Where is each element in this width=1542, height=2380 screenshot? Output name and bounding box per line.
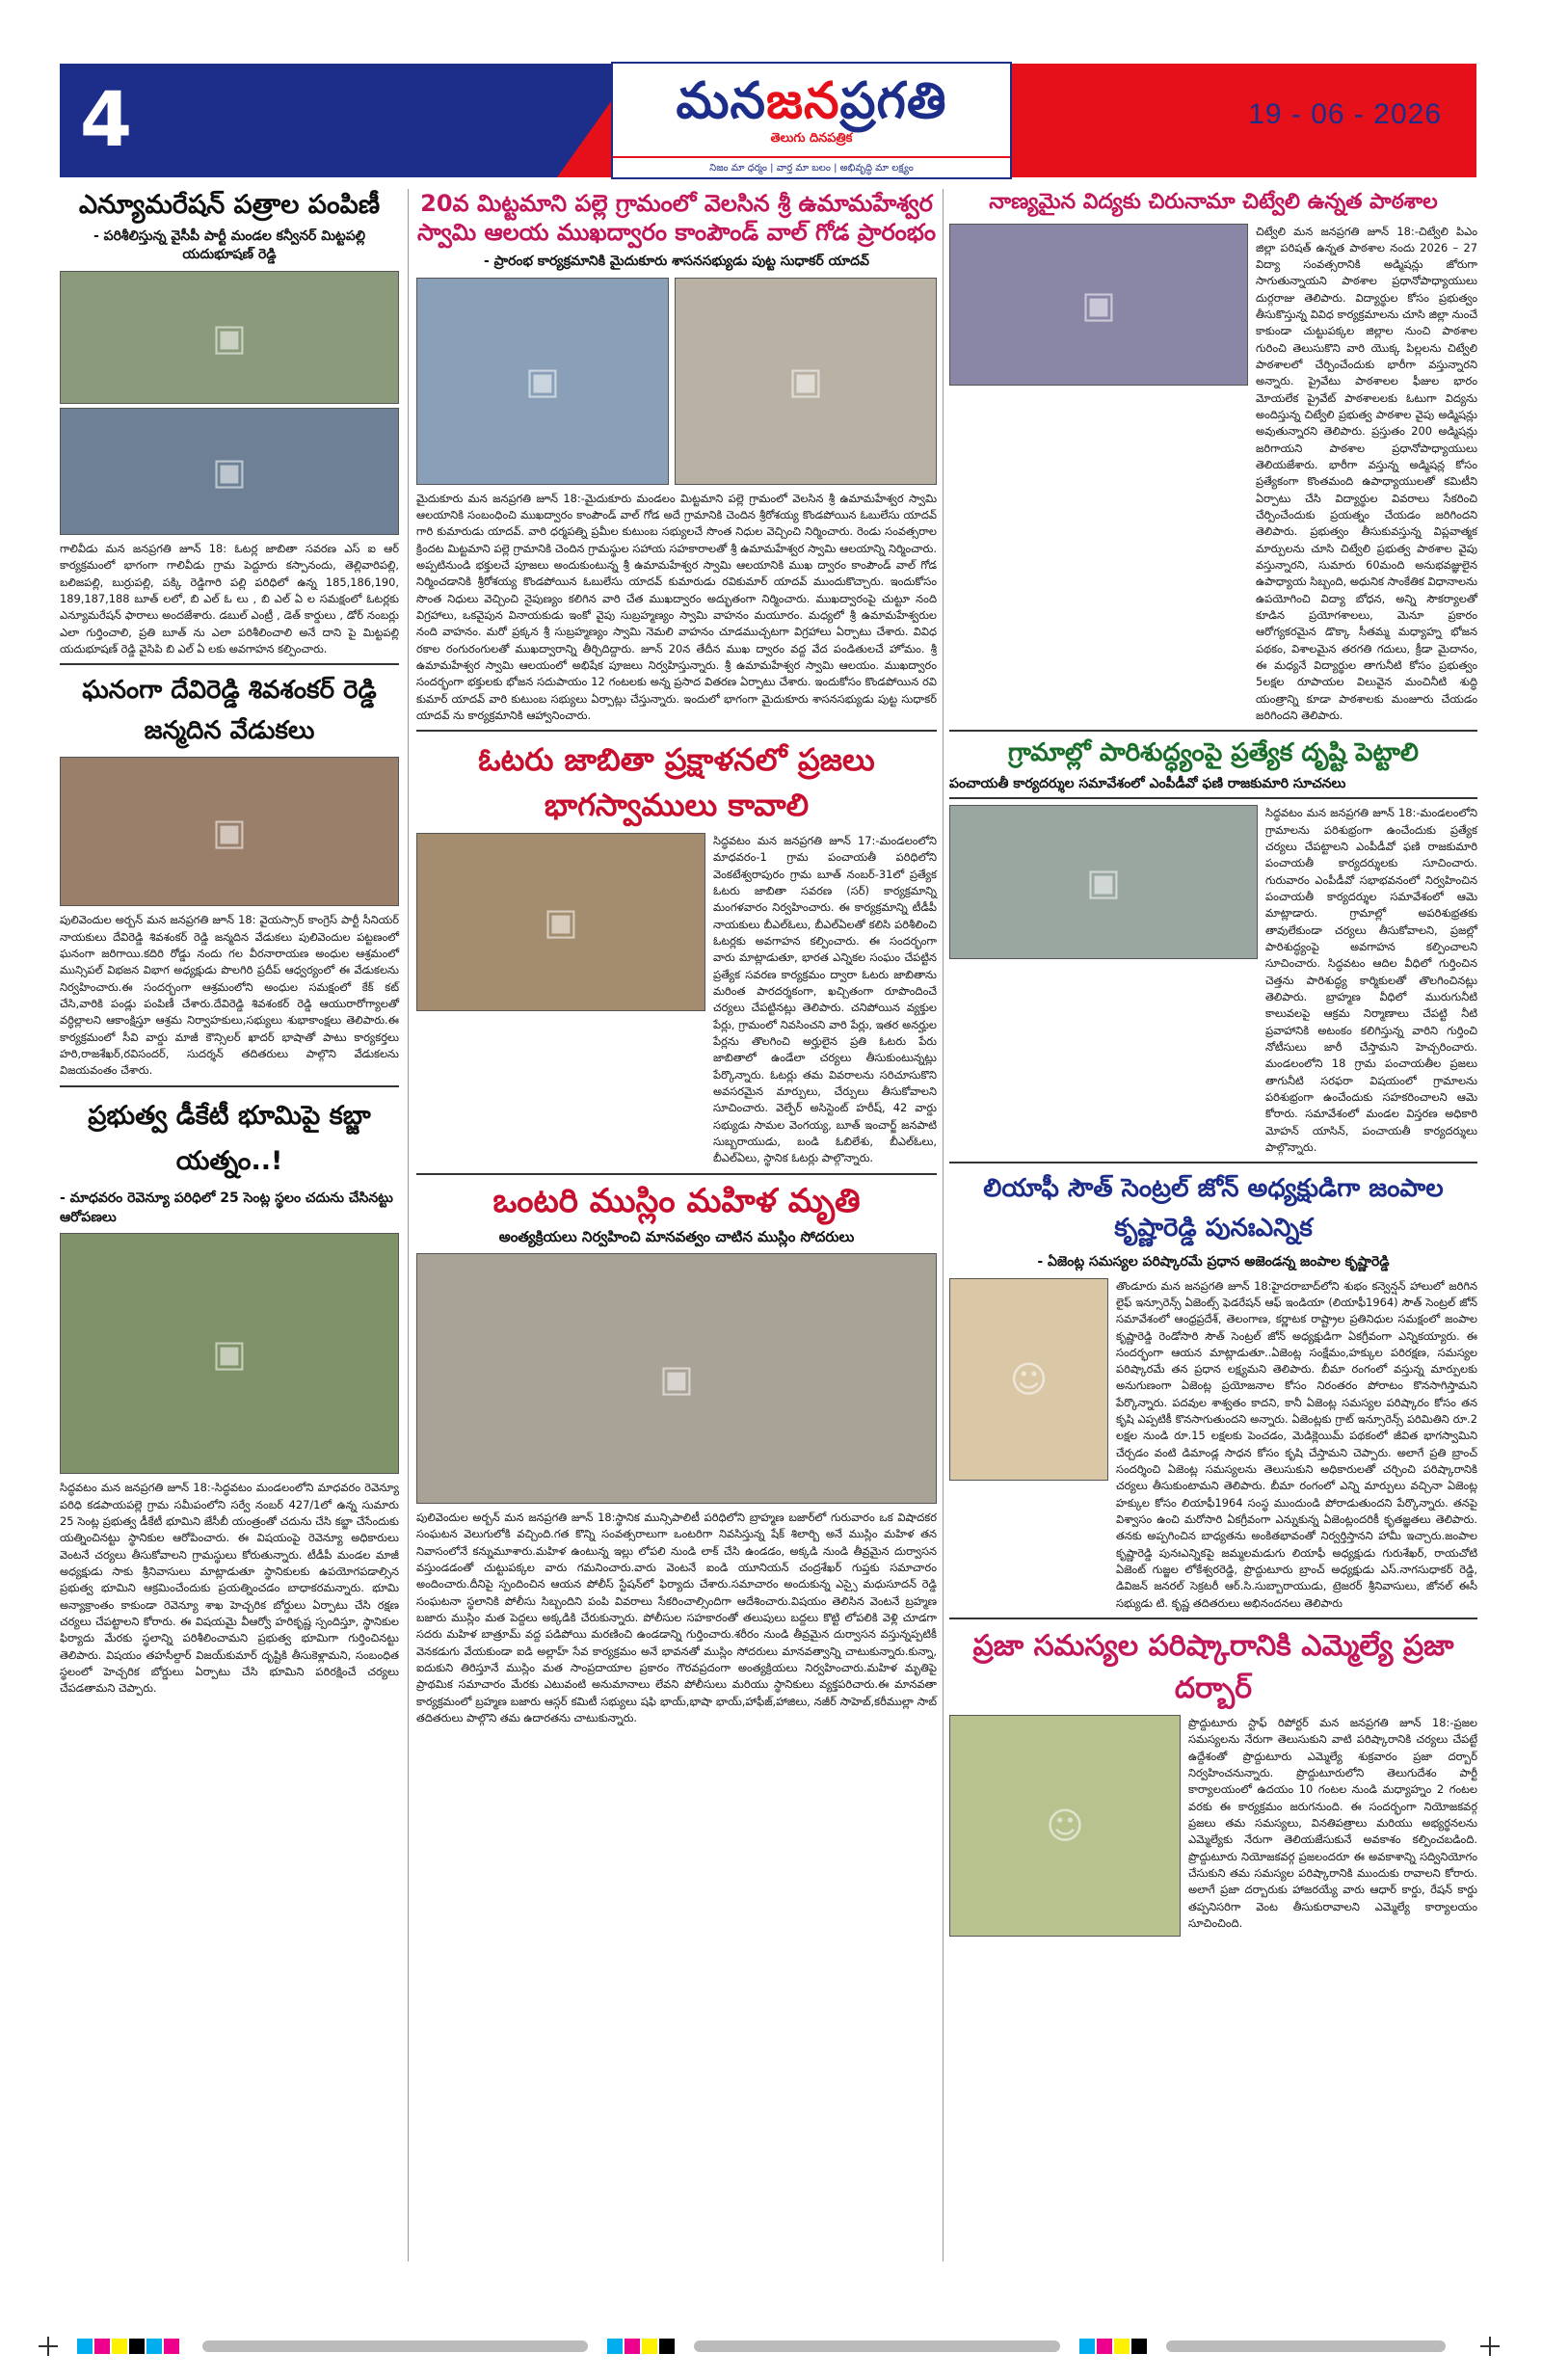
section-rule bbox=[416, 1173, 937, 1175]
logo-part-1: మన bbox=[676, 72, 767, 130]
color-swatches bbox=[77, 2339, 181, 2354]
article-photo[interactable] bbox=[416, 1253, 937, 1504]
article-headline[interactable]: ప్రజా సమస్యల పరిష్కారానికి ఎమ్మెల్యే ప్రజా దర్బార్ bbox=[972, 1629, 1454, 1705]
column-left bbox=[60, 189, 399, 1698]
photo-icon: ▣ bbox=[659, 1357, 694, 1401]
column-middle bbox=[416, 189, 937, 1726]
article-body: సిద్ధవటం మన జనప్రగతి జూన్ 17:-మండలంలోని మాధవరం-1 గ్రామ పంచాయతీ పరిధిలోని వెంకటేశ్వరాపురం గ్రామ బూత్ నంబర్-31లో ప్రత్యేక ఓటరు జాబితా సవరణ (సర్) కార్యక్రమాన్ని మంగళవారం నిర్వహించారు. ఈ కార్యక్రమాన్ని టీడీపీ నాయకులు బీఎల్ఓలు, బీఎల్ఏలతో కలిసి పరిశీలించి ఓటర్లకు అవగాహన కల్పించారు. ఈ సందర్భంగా వారు మాట్లాడుతూ, భారత ఎన్నికల సంఘం చేపట్టిన ప్రత్యేక సవరణ కార్యక్రమం ద్వారా ఓటరు జాబితాను మరింత పారదర్శకంగా, ఖచ్చితంగా రూపొందించే చర్యలు చేపట్టినట్లు తెలిపారు. చనిపోయిన వ్యక్తుల పేర్లు, గ్రామంలో నివసించని వారి పేర్లు, ఇతర అనర్హుల పేర్లను తొలగించి అర్హులైన ప్రతి ఓటరు పేరు జాబితాలో ఉండేలా చర్యలు తీసుకుంటున్నట్లు పేర్కొన్నారు. ఓటర్లు తమ వివరాలను సరిచూసుకొని అవసరమైన మార్పులు, చేర్పులు తీసుకోవాలని సూచించారు. వెల్ఫేర్ అసిస్టెంట్ హరీష్, 42 వార్డు సభ్యుడు సామల వెంగయ్య, బూత్ ఇంచార్జ్ జనపాటి సుబ్బరాయుడు, బండి ఓబిలేశు, బీఎల్ఓలు, బీఎల్ఏలు, స్థానిక ఓటర్లు పాల్గొన్నారు. bbox=[713, 833, 937, 1165]
magenta-swatch bbox=[1097, 2339, 1112, 2354]
issue-date: 19 - 06 - 2026 bbox=[1248, 98, 1442, 130]
article-voter-list bbox=[416, 737, 937, 1166]
article-body: ప్రొద్దుటూరు స్టాఫ్ రిపోర్టర్ మన జనప్రగతి జూన్ 18:-ప్రజల సమస్యలను నేరుగా తెలుసుకుని వాటి పరిష్కారానికి చర్యలు చేపట్టే ఉద్దేశంతో ప్రొద్దుటూరు ఎమ్మెల్యే శుక్రవారం ప్రజా దర్బార్ నిర్వహించనున్నారు. ప్రొద్దుటూరులోని తెలుగుదేశం పార్టీ కార్యాలయంలో ఉదయం 10 గంటల నుండి మధ్యాహ్నం 2 గంటల వరకు ఈ కార్యక్రమం జరుగనుంది. ఈ సందర్భంగా నియోజకవర్గ ప్రజలు తమ సమస్యలు, వినతిపత్రాలు మరియు అభ్యర్థనలను ఎమ్మెల్యేకు నేరుగా తెలియజేసుకునే అవకాశం కల్పించబడింది. ప్రొద్దుటూరు నియోజకవర్గ ప్రజలందరూ ఈ అవకాశాన్ని సద్వినియోగం చేసుకుని తమ సమస్యల పరిష్కారానికి ముందుకు రావాలని కోరారు. అలాగే ప్రజా దర్బారుకు హాజరయ్యే వారు ఆధార్ కార్డు, రేషన్ కార్డు తప్పనిసరిగా వెంట తీసుకురావాలని ఎమ్మెల్యే కార్యాలయం సూచించింది. bbox=[1188, 1716, 1477, 1931]
grey-tone-bar bbox=[202, 2340, 588, 2352]
page-number: 4 bbox=[60, 64, 152, 177]
registration-cross-icon bbox=[39, 2337, 58, 2356]
article-temple-gate bbox=[416, 189, 937, 724]
column-divider bbox=[408, 189, 409, 2261]
logo-tagline: నిజం మా ధర్మం | వార్త మా బలం | అభివృద్ధి మా లక్ష్యం bbox=[613, 156, 1010, 175]
article-subheadline: అంత్యక్రియలు నిర్వహించి మానవత్వం చాటిన ముస్లిం సోదరులు bbox=[498, 1228, 855, 1246]
section-rule bbox=[416, 730, 937, 732]
black-swatch bbox=[1131, 2339, 1147, 2354]
article-body: పులివెందుల అర్బన్ మన జనప్రగతి జూన్ 18: వైయస్సార్ కాంగ్రెస్ పార్టీ సీనియర్ నాయకులు దేవిరెడ్డి శివశంకర్ రెడ్డి జన్మదిన వేడుకలు పులివెందుల పట్టణంలో ఘనంగా జరిగాయి.కదిరి రోడ్డు నందు గల వీరనారాయణ అంధుల ఆశ్రమంలో మున్సిపల్ విభజన విభాగ అధ్యక్షుడు పొలగిరి ప్రదీప్ ఆధ్వర్యంలో ఈ వేడుకలను నిర్వహించారు.ఈ సందర్భంగా ఆశ్రమంలోని అంధుల సమక్షంలో కేక్ కట్ చేసి,వారికి పండ్లు పంపిణీ చేశారు.దేవిరెడ్డి శివశంకర్ రెడ్డి ఆయురారోగ్యాలతో వర్ధిల్లాలని ఆకాంక్షిస్తూ ఆశ్రమ నిర్వాహకులు,సభ్యులు శుభాకాంక్షలు తెలిపారు.ఈ కార్యక్రమంలో సీవి వార్డు మాజీ కౌన్సిలర్ ఖాదర్ భాషాతో పాటు కార్యకర్తలు హరి,రాజశేఖర్,రవిసందర్, సుదర్శన్ తదితరులు పాల్గొని వేడుకలను విజయవంతం చేశారు. bbox=[60, 913, 399, 1078]
yellow-swatch bbox=[642, 2339, 657, 2354]
portrait-icon: ☺ bbox=[1009, 1357, 1049, 1401]
column-right bbox=[949, 189, 1477, 1937]
article-body: చిట్వేలి మన జనప్రగతి జూన్ 18:-చిట్వేలి పిఎం జిల్లా పరిషత్ ఉన్నత పాఠశాల నందు 2026 – 27 విద్యా సంవత్సరానికి అడ్మిషన్లు జోరుగా సాగుతున్నాయని పాఠశాల ప్రధానోపాధ్యాయులు దుర్గరాజు తెలిపారు. విద్యార్థుల కోసం ప్రభుత్వం తీసుకొస్తున్న వివిధ కార్యక్రమాలను చూసి జిల్లా నుంచే కాకుండా చుట్టుపక్కల జిల్లాల నుంచి పాఠశాల గురించి తెలుసుకొని వారి యొక్క పిల్లలను చిట్వేలి పాఠశాలలో చేర్పించేందుకు భారీగా వస్తున్నారని అన్నారు. ప్రైవేటు పాఠశాలల ఫీజుల భారం మోయలేక ప్రైవేట్ పాఠశాలలకు ఓటుగా విద్యను అందిస్తున్న చిట్వేలి ప్రభుత్వ పాఠశాల వైపు అడ్మిషన్లు అవుతున్నారని తెలిపారు. ప్రస్తుతం 200 అడ్మిషన్లు జరిగాయని పాఠశాల ప్రధానోపాధ్యాయులు తెలియజేశారు. భారీగా వస్తున్న అడ్మిషన్ల కోసం ప్రత్యేకంగా కొంతమంది ఉపాధ్యాయులతో కమిటీని ఏర్పాటు చేసి విద్యార్థుల వివరాలు సేకరించి చేర్పించేందుకు ప్రయత్నం చేయడం జరిగిందని తెలిపారు. ప్రభుత్వం తీసుకువస్తున్న విప్లవాత్మక మార్పులను చూసి చిట్వేలి ప్రభుత్వ పాఠశాల వైపు వస్తున్నారని, సుమారు 60మంది అనుభవజ్ఞులైన ఉపాధ్యాయ సిబ్బంది, అధునిక సాంకేతిక విధానాలను ఉపయోగించి విద్యా బోధన, అన్ని సౌకర్యాలతో కూడిన ప్రయోగశాలలు, మెనూ ప్రకారం ఆరోగ్యకరమైన డొక్కా సీతమ్మ మధ్యాహ్న భోజన పథకం, విశాలమైన తరగతి గదులు, క్రీడా మైదానం, ఈ మధ్యనే విద్యార్థుల తాగునీటి కోసం ప్రభుత్వం 5లక్షల రూపాయల విలువైన మంచినీటి శుద్ధి యంత్రాన్ని కూడా పాఠశాలకు మంజూరు చేయడం జరిగిందని తెలిపారు. bbox=[1256, 224, 1477, 723]
magenta-swatch bbox=[625, 2339, 640, 2354]
article-subheadline: - మాధవరం రెవెన్యూ పరిధిలో 25 సెంట్ల స్థలం చదును చేసినట్టు ఆరోపణలు bbox=[60, 1190, 393, 1225]
portrait-icon: ☺ bbox=[1046, 1805, 1084, 1848]
photo-icon: ▣ bbox=[1081, 282, 1116, 326]
article-praja-darbar bbox=[949, 1625, 1477, 1937]
article-liafi bbox=[949, 1169, 1477, 1612]
article-photo[interactable] bbox=[60, 757, 399, 906]
article-layout bbox=[949, 224, 1477, 725]
section-rule bbox=[949, 730, 1477, 732]
article-headline[interactable]: ఎన్యూమరేషన్ పత్రాల పంపిణీ bbox=[78, 190, 381, 220]
photo-icon: ▣ bbox=[525, 360, 560, 403]
article-headline[interactable]: ఘనంగా దేవిరెడ్డి శివశంకర్ రెడ్డి జన్మదిన వేడుకలు bbox=[82, 676, 377, 745]
article-sanitation bbox=[949, 737, 1477, 1156]
article-photo[interactable] bbox=[949, 224, 1248, 386]
article-muslim-woman bbox=[416, 1181, 937, 1727]
photo-icon: ▣ bbox=[212, 1332, 247, 1376]
section-rule bbox=[949, 1618, 1477, 1619]
article-body: సిద్ధవటం మన జనప్రగతి జూన్ 18:-మండలంలోని గ్రామాలను పరిశుభ్రంగా ఉంచేందుకు ప్రత్యేక చర్యలు చేపట్టాలని ఎంపీడీవో ఫణి రాజకుమారి పంచాయతీ కార్యదర్శులకు సూచించారు. గురువారం ఎంపీడీవో సభాభవనంలో నిర్వహించిన పంచాయతీ కార్యదర్శుల సమావేశంలో ఆమె మాట్లాడారు. గ్రామాల్లో అపరిశుభ్రతకు తావులేకుండా చర్యలు తీసుకోవాలని, ప్రజల్లో పారిశుద్ధ్యంపై అవగాహన కల్పించాలని సూచించారు. సిద్ధవటం ఆదిల వీధిలో గుర్తించిన చెత్తను పారిశుద్ధ్య కార్మికులతో తొలగించినట్లు తెలిపారు. బ్రాహ్మణ వీధిలో మురుగునీటి కాలువలపై ఆక్రమ నిర్మాణాలు చేపట్టి నీటి ప్రవాహానికి అటంకం కలిగిస్తున్న వారిని గుర్తించి నోటీసులు జారీ చేస్తామని హెచ్చరించారు. మండలంలోని 18 గ్రామ పంచాయతీల ప్రజలు తాగునీటి సరఫరా విషయంలో గ్రామాలను పరిశుభ్రంగా ఉంచేందుకు సహకరించాలని ఆమె కోరారు. సమావేశంలో మండల విస్తరణ అధికారి మోహన్ యాసిన్, పంచాయతీ కార్యదర్శులు పాల్గొన్నారు. bbox=[1265, 806, 1477, 1154]
article-photo[interactable] bbox=[60, 271, 399, 404]
article-body: గాలివీడు మన జనప్రగతి జూన్ 18: ఓటర్ల జాబితా సవరణ ఎస్ ఐ ఆర్ కార్యక్రమంలో భాగంగా గాలివీడు గ్రామ పెద్దూరు కస్పానందు, తెల్లివారిపల్లి, బలిజపల్లి, బుర్రుపల్లి, పక్కి రెడ్డిగారి పల్లి పరిధిలో ఉన్న 185,186,190, 189,187,188 బూత్ లలో, బి ఎల్ ఓ లు , బి ఎల్ ఏ ల సమక్షంలో ఓటర్లకు ఎన్యూమరేషన్ ఫారాలు అందజేశారు. డబుల్ ఎంట్రీ , డెత్ కార్డులు , డోర్ నంబర్లు ఎలా గుర్తించాలి, ప్రతి బూత్ ను ఎలా పరిశీలించాలి అనే దాని పై మిట్టపల్లి యదుభూషణ్ రెడ్డి వైసిపి బి ఎల్ ఏ లకు అవగాహన కల్పించారు. bbox=[60, 541, 399, 655]
article-enumeration bbox=[60, 189, 399, 657]
article-photo[interactable] bbox=[949, 805, 1258, 959]
article-school bbox=[949, 189, 1477, 724]
article-subheadline: - పరిశీలిస్తున్న వైసీపీ పార్టీ మండల కన్వీనర్ మిట్టపల్లి యదుభూషణ్ రెడ్డి bbox=[93, 227, 366, 263]
article-body: తొండూరు మన జనప్రగతి జూన్ 18:హైదరాబాద్‌లోని శుభం కన్వెన్షన్ హాలులో జరిగిన లైఫ్ ఇన్సూరెన్స్ ఏజెంట్స్ ఫెడరేషన్ ఆఫ్ ఇండియా (లియాఫీ1964) సౌత్ సెంట్రల్ జోన్ సమావేశంలో ఆంధ్రప్రదేశ్, తెలంగాణ, కర్ణాటక రాష్ట్రాల ప్రతినిధుల సమక్షంలో జంపాల కృష్ణారెడ్డి రెండోసారి సౌత్ సెంట్రల్ జోన్ అధ్యక్షుడిగా ఏకగ్రీవంగా ఎన్నికయ్యారు. ఈ సందర్భంగా ఆయన మాట్లాడుతూ..ఏజెంట్ల సంక్షేమం,హక్కుల పరిరక్షణ, సమస్యల పరిష్కారమే తన ప్రధాన లక్ష్యమని తెలిపారు. బీమా రంగంలో వస్తున్న మార్పులకు అనుగుణంగా ఏజెంట్ల ప్రయోజనాల కోసం నిరంతరం పోరాటం కొనసాగిస్తామని పేర్కొన్నారు. పదవుల శాశ్వతం కాదని, కానీ ఏజెంట్ల సమస్యల పరిష్కారం కోసం తన కృషి ఎప్పటికీ కొనసాగుతుందని అన్నారు. ఏజెంట్లకు గ్రాట్ ఇన్సూరెన్స్ పరిమితిని రూ.2 లక్షల నుండి రూ.15 లక్షలకు పెంచడం, మెడిక్లెయిమ్ పథకంలో జీవిత భాగస్వామిని చేర్చడం వంటి డిమాండ్ల సాధన కోసం కృషి చేస్తామని చెప్పారు. అలాగే ప్రతి బ్రాంచ్ సందర్శించి ఏజెంట్ల సమస్యలను తెలుసుకుని అధికారులతో చర్చించి పరిష్కారానికి చర్యలు తీసుకుంటామని తెలిపారు. బీమా రంగంలో ఎన్ని మార్పులు వచ్చినా ఏజెంట్ల హక్కుల కోసం లియాఫీ1964 సంస్థ ముందుండి పోరాడుతుందని పేర్కొన్నారు. తనపై విశ్వాసం ఉంచి మరోసారి ఏకగ్రీవంగా ఎన్నుకున్న ఏజెంట్లందరికీ కృతజ్ఞతలు తెలిపారు. తనకు అప్పగించిన బాధ్యతను అంకితభావంతో నిర్వర్తిస్తానని హామీ ఇచ్చారు.జంపాల కృష్ణారెడ్డి పునఃఎన్నికపై జమ్మలమడుగు లియాఫీ అధ్యక్షుడు గురుశేఖర్, రాయచోటి ఏజెంట్ గుజ్జల లోకేశ్వరరెడ్డి, ప్రొద్దుటూరు బ్రాంచ్ అధ్యక్షుడు ఎస్.నాగసుధాకర్ రెడ్డి, డివిజన్ జనరల్ సెక్రటరీ ఆర్.సి.సుబ్బారాయుడు, ట్రెజరర్ శ్రీనివాసులు, జోనల్ ఈసీ సభ్యుడు టి. కృష్ణ తదితరులు అభినందనలు తెలిపారు bbox=[1116, 1278, 1477, 1610]
photo-icon: ▣ bbox=[1086, 861, 1121, 904]
photo-icon: ▣ bbox=[212, 810, 247, 853]
article-layout bbox=[949, 805, 1477, 1156]
photo-row bbox=[416, 278, 937, 485]
article-headline[interactable]: నాణ్యమైన విద్యకు చిరునామా చిట్వేలి ఉన్నత పాఠశాల bbox=[989, 190, 1438, 214]
black-swatch bbox=[659, 2339, 675, 2354]
cyan-swatch bbox=[1079, 2339, 1095, 2354]
cyan-swatch bbox=[77, 2339, 93, 2354]
magenta-swatch bbox=[164, 2339, 179, 2354]
photo-icon: ▣ bbox=[212, 315, 247, 359]
article-photo[interactable] bbox=[416, 278, 669, 485]
black-swatch bbox=[129, 2339, 145, 2354]
article-headline[interactable]: ప్రభుత్వ డీకేటీ భూమిపై కబ్జా యత్నం..! bbox=[88, 1100, 371, 1176]
yellow-swatch bbox=[112, 2339, 127, 2354]
portrait-photo[interactable] bbox=[949, 1715, 1181, 1937]
color-swatches bbox=[607, 2339, 677, 2354]
grey-tone-bar bbox=[1166, 2340, 1446, 2352]
logo-part-2: జన bbox=[766, 72, 840, 130]
article-layout bbox=[949, 1715, 1477, 1937]
newspaper-logo[interactable] bbox=[611, 62, 1012, 179]
photo-icon: ▣ bbox=[788, 360, 823, 403]
portrait-photo[interactable] bbox=[949, 1278, 1108, 1481]
article-headline[interactable]: ఓటరు జాబితా ప్రక్షాళనలో ప్రజలు భాగస్వాములు కావాలి bbox=[478, 741, 875, 823]
photo-icon: ▣ bbox=[544, 900, 578, 944]
article-subheadline: పంచాయతీ కార్యదర్శుల సమావేశంలో ఎంపీడీవో ఫణి రాజకుమారి సూచనలు bbox=[949, 775, 1477, 800]
section-rule bbox=[60, 1085, 399, 1087]
photo-icon: ▣ bbox=[212, 449, 247, 493]
article-headline[interactable]: లియాఫీ సౌత్ సెంట్రల్ జోన్ అధ్యక్షుడిగా జంపాల కృష్ణారెడ్డి పునఃఎన్నిక bbox=[983, 1174, 1444, 1243]
grey-tone-bar bbox=[694, 2340, 1060, 2352]
logo-title bbox=[613, 73, 1010, 129]
logo-part-3: ప్రగతి bbox=[839, 72, 947, 130]
article-subheadline: - ఏజెంట్ల సమస్యల పరిష్కారమే ప్రధాన అజెండన్న జంపాల కృష్ణారెడ్డి bbox=[1037, 1253, 1390, 1270]
cyan-swatch bbox=[146, 2339, 162, 2354]
article-body: సిద్ధవటం మన జనప్రగతి జూన్ 18:-సిద్ధవటం మండలంలోని మాధవరం రెవెన్యూ పరిధి కడపాయపల్లె గ్రామ సమీపంలోని సర్వే నంబర్ 427/1లో ఉన్న సుమారు 25 సెంట్ల ప్రభుత్వ డీకేటీ భూమిని జేసీబీ యంత్రంతో చదును చేసి కబ్జా చేసేందుకు యత్నించినట్టు స్థానికుల ఆరోపించారు. ఈ విషయంపై రెవెన్యూ అధికారులు వెంటనే చర్యలు తీసుకోవాలని గ్రామస్థులు కోరుతున్నారు. టీడీపీ మండల మాజీ అధ్యక్షుడు సాకు శ్రీనివాసులు మాట్లాడుతూ స్థానికులకు ఉపయోగపడాల్సిన ప్రభుత్వ భూమిని ఆక్రమించేందుకు ప్రయత్నించడం బాధాకరమన్నారు. భూమి అన్యాక్రాంతం కాకుండా రెవెన్యూ శాఖ హెచ్చరిక బోర్డులు ఏర్పాటు చేసి రక్షణ చర్యలు చేపట్టాలని కోరారు. ఈ విషయమై వీఆర్వో హరికృష్ణ స్పందిస్తూ, స్థానికుల ఫిర్యాదు మేరకు స్థలాన్ని పరిశీలించామని ప్రభుత్వ భూమిగా గుర్తించినట్టు తెలిపారు. విషయం తహసీల్దార్ విజయ్‌కుమార్ దృష్టికి తీసుకెళ్లామని, సంబంధిత స్థలంలో హెచ్చరిక బోర్డులు ఏర్పాటు చేసి భూమిని పరిరక్షించే చర్యలు చేపడతామని చెప్పారు. bbox=[60, 1481, 399, 1696]
article-layout bbox=[416, 833, 937, 1167]
article-layout bbox=[949, 1278, 1477, 1613]
column-divider bbox=[943, 189, 944, 2261]
masthead bbox=[60, 64, 1476, 177]
article-body: పులివెందుల అర్బన్ మన జనప్రగతి జూన్ 18:స్థానిక మున్సిపాలిటీ పరిధిలోని బ్రాహ్మణ బజార్‌లో గురువారం ఒక విషాదకర సంఘటన వెలుగులోకి వచ్చింది.గత కొన్ని సంవత్సరాలుగా ఒంటరిగా నివసిస్తున్న షేక్ శిలార్బి అనే ముస్లిం మహిళ తన నివాసంలోనే కన్నుమూశారు.మహిళ ఉంటున్న ఇల్లు లోపలి నుండి లాక్ చేసి ఉండడం, అక్కడి నుండి తీవ్రమైన దుర్వాసన వస్తుండడంతో చుట్టుపక్కల వారు గమనించారు.వారు వెంటనే ఐండి యూనియన్ చంద్రశేఖర్ గుప్తకు సమాచారం అందించారు.దీనిపై స్పందించిన ఆయన పోలీస్ స్టేషన్‌లో ఫిర్యాదు చేశారు.సమాచారం అందుకున్న ఎస్సై మధుసూదన్ రెడ్డి సంఘటనా స్థలానికి పోలీసు సిబ్బందిని పంపి వివరాలు సేకరించాల్సిందిగా ఆదేశించారు.విషయం తెలిసిన వెంటనే బ్రహ్మణ బజారు ముస్లిం మత పెద్దలు అక్కడికి చేరుకున్నారు. పోలీసుల సహకారంతో తలుపులు బద్దలు కొట్టి లోపలికి వెళ్లి చూడగా సదరు మహిళ బాత్రూమ్ వద్ద పడిపోయి మరణించి ఉండడాన్ని గుర్తించారు.శరీరం నుండి తీవ్రమైన దుర్వాసన వస్తున్నప్పటికీ వెనకడుగు వేయకుండా ఐడి అల్లాహ్ సేవ కార్యక్రమం అనే భావనతో ముస్లిం సోదరులు మానవత్వాన్ని చాటుకున్నారు.కున్నా, ఐదుకుని తిరిస్తూనే ముస్లిం మత సాంప్రదాయాల ప్రకారం గౌరవప్రదంగా అంత్యక్రియలు నిర్వహించారు.మహిళ మృతిపై ప్రాథమిక సమాచారం మేరకు ఎటువంటి అనుమానాలు లేవని పోలీసులు మరియు స్థానికులు వ్యక్తపరిచారు.ఈ మానవతా కార్యక్రమంలో బ్రహ్మణ బజారు ఆస్గర్ కమిటీ సభ్యులు షఫి భాయ్,భాషా భాయ్,హాఫీజ్,హాజిలు, నజీర్ సాహెబ్,కరీముల్లా సాబ్ తదితరులు పాల్గొని తమ ఉదారతను చాటుకున్నారు. bbox=[416, 1511, 937, 1725]
article-body: మైదుకూరు మన జనప్రగతి జూన్ 18:-మైదుకూరు మండలం మిట్టమాని పల్లె గ్రామంలో వెలసిన శ్రీ ఉమామహేశ్వర స్వామి ఆలయానికి సంబంధించి ముఖద్వారం కాంపౌండ్ వాల్ గోడ అదే గ్రామానికి చెందిన శ్రీరోశయ్య కొండపోయిన ఓబులేసు యాదవ్ గారి కుమారుడు యాదవ్. వారి ధర్మపత్ని ప్రమీల కుటుంబ సభ్యులచే సొంత నిధుల వెచ్చించి నిర్మించారు. రెండు సంవత్సరాల క్రిందట మిట్టమాని పల్లె గ్రామానికి చెందిన గ్రామస్థుల సహాయ సహకారాలతో శ్రీ ఉమామహేశ్వర స్వామి ఆలయాన్ని నిర్మించారు. అప్పటినుండి భక్తులచే పూజలు అందుకుంటున్న శ్రీ ఉమామహేశ్వర స్వామి ఆలయానికి ముఖ ద్వారం కాంపౌండ్ వాల్ గోడ నిర్మించడానికి శ్రీరోశయ్య కొండపోయిన ఓబులేసు యాదవ్ కుమారుడు రవికుమార్ యాదవ్ ముందుకొచ్చారు. ఇందుకోసం సొంత నిధులు వెచ్చించి నైపుణ్యం కలిగిన వారి చేత ముఖద్వారం అద్భుతంగా నిర్మించారు. ముఖద్వారంపై చుట్టూ నంది విగ్రహాలు, ఒకవైపున వినాయకుడు ఇంకో వైపు సుబ్రహ్మణ్యం స్వామి వాహనం మయూరం. మధ్యలో శ్రీ ఉమామహేశ్వరుల నంది వాహనం. మరో ప్రక్కన శ్రీ సుబ్రహ్మణ్యం స్వామి నెమలి వాహనం చూడముచ్చటగా విగ్రహాలు ఏర్పాటు చేశారు. వివిధ రకాల రంగురంగులతో ముఖద్వారాన్ని తీర్చిదిద్దారు. జూన్ 20న తేదీన ముఖ ద్వారం వద్ద వేద పండితులచే హోమం. శ్రీ ఉమామహేశ్వర స్వామి ఆలయంలో అభిషేక పూజలు నిర్వహిస్తున్నారు. శ్రీ ఉమామహేశ్వర స్వామి ఆలయం. ముఖద్వారం సందర్భంగా భక్తులకు భోజన సదుపాయం 12 గంటలకు అన్న ప్రసాద వితరణ ఏర్పాటు చేశారు. ఇందుకోసం కొండపోయిన రవి కుమార్ యాదవ్ వారి కుటుంబ సభ్యులు ఏర్పాట్లు చేస్తున్నారు. ఇందులో భాగంగా మైదుకూరు శాసనసభ్యుడు పుట్ట సుధాకర్ యాదవ్ ను కార్యక్రమానికి ఆహ్వానించారు. bbox=[416, 491, 937, 722]
yellow-swatch bbox=[1114, 2339, 1130, 2354]
article-birthday bbox=[60, 671, 399, 1079]
article-subheadline: - ప్రారంభ కార్యక్రమానికి మైదుకూరు శాసనసభ్యుడు పుట్ట సుధాకర్ యాదవ్ bbox=[483, 254, 870, 269]
logo-subtitle: తెలుగు దినపత్రిక bbox=[770, 131, 853, 146]
registration-cross-icon bbox=[1480, 2337, 1500, 2356]
print-registration-bar bbox=[39, 2333, 1503, 2362]
section-rule bbox=[60, 663, 399, 665]
article-photo[interactable] bbox=[675, 278, 937, 485]
color-swatches bbox=[1079, 2339, 1149, 2354]
cyan-swatch bbox=[607, 2339, 623, 2354]
article-land-grab bbox=[60, 1093, 399, 1698]
article-headline[interactable]: గ్రామాల్లో పారిశుద్ధ్యంపై ప్రత్యేక దృష్టి పెట్టాలి bbox=[1008, 738, 1419, 768]
magenta-swatch bbox=[94, 2339, 110, 2354]
article-photo[interactable] bbox=[416, 833, 705, 1011]
article-photo[interactable] bbox=[60, 1233, 399, 1474]
article-headline[interactable]: 20వ మిట్టమాని పల్లె గ్రామంలో వెలసిన శ్రీ ఉమామహేశ్వర స్వామి ఆలయ ముఖద్వారం కాంపౌండ్ వాల్ గోడ ప్రారంభం bbox=[416, 190, 937, 246]
article-photo[interactable] bbox=[60, 408, 399, 535]
article-headline[interactable]: ఒంటరి ముస్లిం మహిళ మృతి bbox=[492, 1181, 861, 1220]
section-rule bbox=[949, 1162, 1477, 1163]
